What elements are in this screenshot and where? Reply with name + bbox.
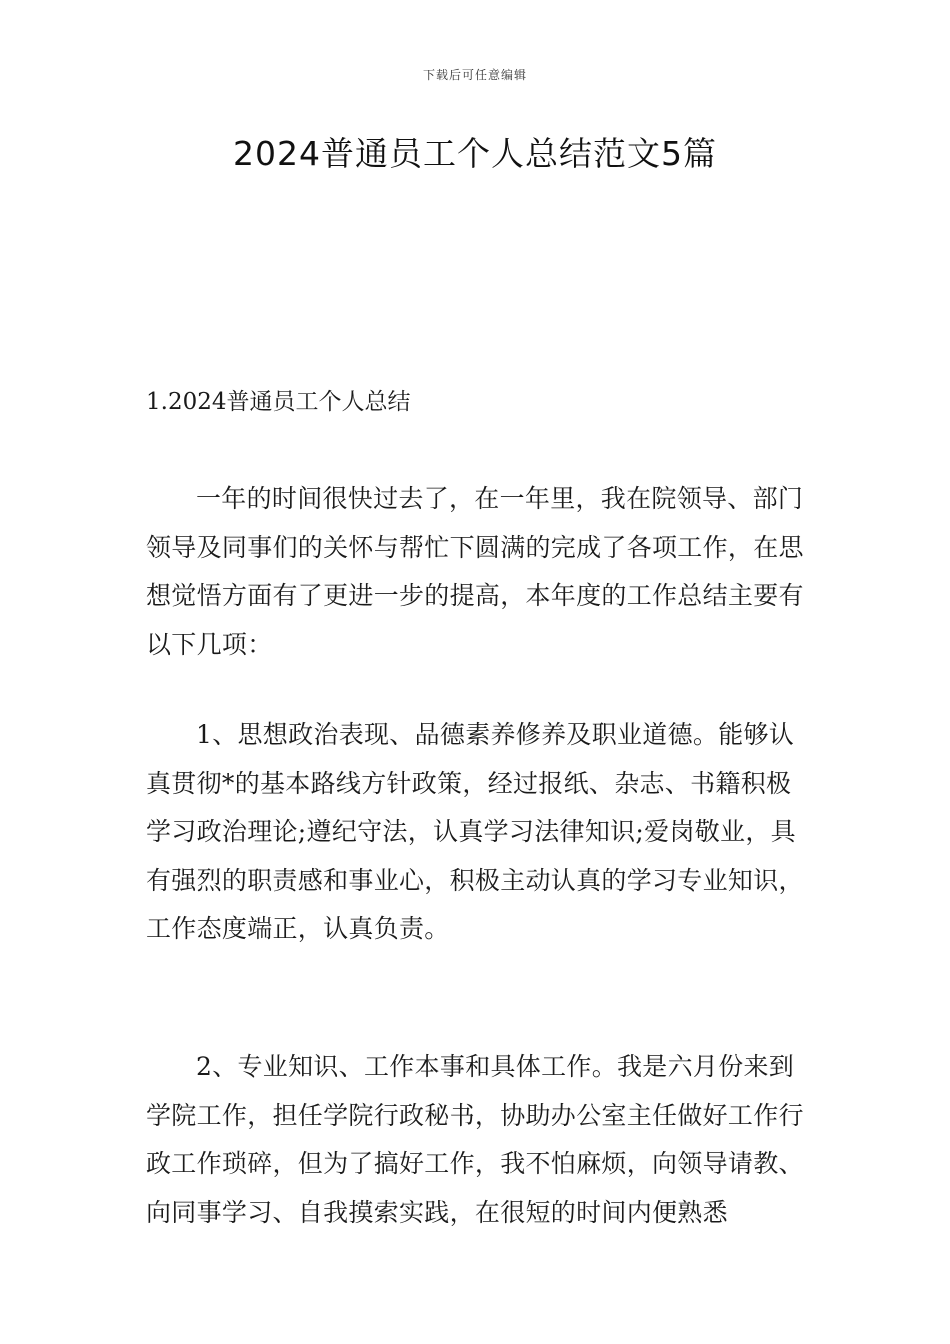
- section-heading: 1.2024普通员工个人总结: [146, 389, 411, 415]
- paragraph-item-2: 2、专业知识、工作本事和具体工作。我是六月份来到学院工作，担任学院行政秘书，协助办公室主任做好工作行政工作琐碎，但为了搞好工作，我不怕麻烦，向领导请教、向同事学习、自我摸索实践，在很短的时间内便熟悉: [146, 1052, 804, 1227]
- header-note: 下载后可任意编辑: [422, 68, 527, 82]
- document-title: 2024普通员工个人总结范文5篇: [233, 134, 717, 173]
- paragraph-intro: 一年的时间很快过去了，在一年里，我在院领导、部门领导及同事们的关怀与帮忙下圆满的完成了各项工作，在思想觉悟方面有了更进一步的提高，本年度的工作总结主要有以下几项：: [146, 484, 804, 659]
- paragraph-item-1: 1、思想政治表现、品德素养修养及职业道德。能够认真贯彻*的基本路线方针政策，经过报纸、杂志、书籍积极学习政治理论;遵纪守法，认真学习法律知识;爱岗敬业，具有强烈的职责感和事业心，积极主动认真的学习专业知识，工作态度端正，认真负责。: [146, 720, 804, 943]
